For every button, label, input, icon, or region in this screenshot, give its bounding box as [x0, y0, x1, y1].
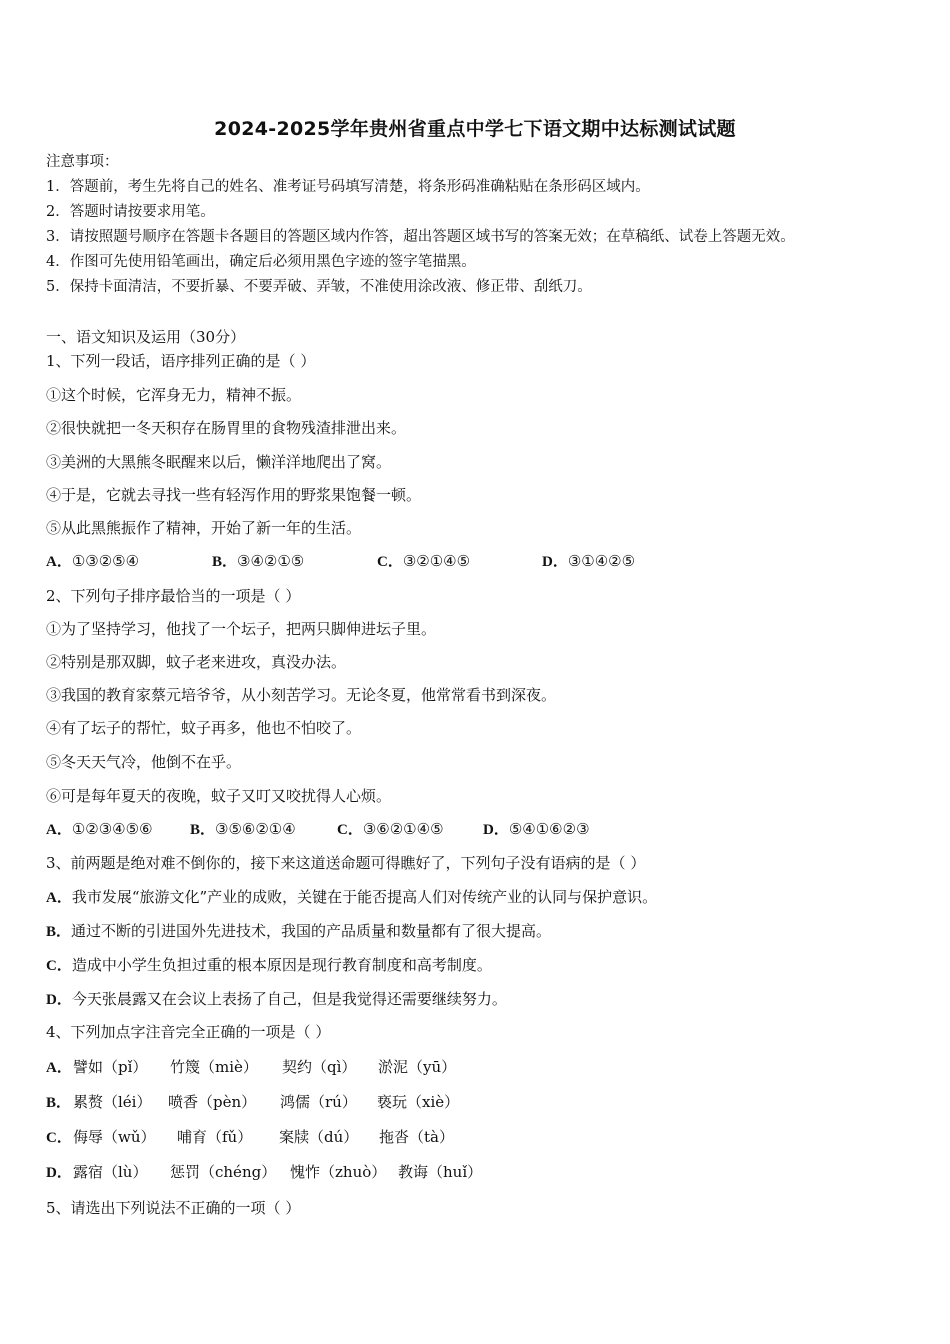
- option-text: ③⑤⑥②①④: [215, 820, 296, 838]
- notice-heading: 注意事项：: [46, 154, 119, 170]
- option-text: ③⑥②①④⑤: [362, 820, 444, 838]
- option-c[interactable]: [377, 551, 470, 572]
- question-line: ②特别是那双脚，蚊子老来进攻，真没办法。: [46, 653, 347, 671]
- option-letter: C．: [377, 554, 403, 570]
- notice-item: 3．请按照题号顺序在答题卡各题目的答题区域内作答，超出答题区域书写的答案无效；在草稿纸、试卷上答题无效。: [46, 229, 795, 245]
- option-d[interactable]: [483, 819, 590, 840]
- question-line: ①这个时候，它浑身无力，精神不振。: [46, 386, 302, 404]
- option-letter: C．: [46, 1130, 72, 1146]
- option-c[interactable]: [46, 1127, 72, 1148]
- option-b[interactable]: [212, 551, 304, 572]
- option-b[interactable]: [46, 921, 551, 942]
- question-line: ⑤从此黑熊振作了精神，开始了新一年的生活。: [46, 519, 362, 537]
- notice-item: 5．保持卡面清洁，不要折暴、不要弄破、弄皱，不准使用涂改液、修正带、刮纸刀。: [46, 279, 592, 295]
- option-text: ⑤④①⑥②③: [508, 820, 590, 838]
- option-letter: D．: [46, 1165, 72, 1181]
- option-b[interactable]: [190, 819, 296, 840]
- question-stem: 5、请选出下列说法不正确的一项（ ）: [46, 1199, 301, 1217]
- option-a[interactable]: [46, 551, 139, 572]
- option-text: ①②③④⑤⑥: [71, 820, 153, 838]
- pinyin-item: 侮辱（wǔ）: [73, 1128, 156, 1146]
- pinyin-item: 露宿（lù）: [73, 1163, 148, 1181]
- option-text: 今天张晨露又在会议上表扬了自己，但是我觉得还需要继续努力。: [71, 990, 507, 1008]
- pinyin-item: 譬如（pǐ）: [73, 1058, 148, 1076]
- pinyin-item: 契约（qì）: [282, 1058, 357, 1076]
- question-line: ②很快就把一冬天积存在肠胃里的食物残渣排泄出来。: [46, 419, 407, 437]
- pinyin-item: 惩罚（chéng）: [170, 1163, 277, 1181]
- option-letter: B．: [46, 1095, 72, 1111]
- option-letter: D．: [483, 822, 509, 838]
- question-line: ①为了坚持学习，他找了一个坛子，把两只脚伸进坛子里。: [46, 620, 437, 638]
- section-heading: 一、语文知识及运用（30分）: [46, 328, 246, 346]
- pinyin-item: 鸿儒（rú）: [280, 1093, 357, 1111]
- option-d[interactable]: [46, 989, 507, 1010]
- option-letter: A．: [46, 822, 72, 838]
- pinyin-item: 亵玩（xiè）: [377, 1093, 460, 1111]
- option-letter: A．: [46, 1060, 72, 1076]
- notice-item: 1．答题前，考生先将自己的姓名、准考证号码填写清楚，将条形码准确粘贴在条形码区域内。: [46, 179, 650, 195]
- option-letter: C．: [337, 822, 363, 838]
- option-letter: C．: [46, 958, 72, 974]
- option-text: 造成中小学生负担过重的根本原因是现行教育制度和高考制度。: [71, 956, 492, 974]
- option-letter: B．: [190, 822, 216, 838]
- question-stem: 3、前两题是绝对难不倒你的，接下来这道送命题可得瞧好了，下列句子没有语病的是（ ）: [46, 854, 646, 872]
- question-line: ⑥可是每年夏天的夜晚，蚊子又叮又咬扰得人心烦。: [46, 787, 392, 805]
- option-text: ③②①④⑤: [402, 552, 471, 570]
- option-letter: B．: [46, 924, 72, 940]
- option-letter: D．: [542, 554, 568, 570]
- pinyin-item: 拖沓（tà）: [379, 1128, 454, 1146]
- pinyin-item: 哺育（fǔ）: [177, 1128, 253, 1146]
- option-text: 通过不断的引进国外先进技术，我国的产品质量和数量都有了很大提高。: [71, 922, 552, 940]
- question-line: ④于是，它就去寻找一些有轻泻作用的野浆果饱餐一顿。: [46, 486, 422, 504]
- pinyin-item: 愧怍（zhuò）: [290, 1163, 387, 1181]
- option-d[interactable]: [46, 1162, 72, 1183]
- page-title: 2024-2025学年贵州省重点中学七下语文期中达标测试试题: [214, 118, 736, 140]
- question-line: ⑤冬天天气冷，他倒不在乎。: [46, 753, 242, 771]
- option-c[interactable]: [337, 819, 444, 840]
- question-stem: 1、下列一段话，语序排列正确的是（ ）: [46, 352, 316, 370]
- option-letter: D．: [46, 992, 72, 1008]
- question-line: ③我国的教育家蔡元培爷爷，从小刻苦学习。无论冬夏，他常常看书到深夜。: [46, 686, 557, 704]
- pinyin-item: 竹篾（miè）: [170, 1058, 258, 1076]
- notice-item: 4．作图可先使用铅笔画出，确定后必须用黑色字迹的签字笔描黑。: [46, 254, 476, 270]
- option-a[interactable]: [46, 887, 657, 908]
- pinyin-item: 淤泥（yū）: [378, 1058, 457, 1076]
- question-line: ③美洲的大黑熊冬眠醒来以后，懒洋洋地爬出了窝。: [46, 453, 392, 471]
- option-text: ③④②①⑤: [237, 552, 305, 570]
- option-letter: A．: [46, 554, 72, 570]
- notice-item: 2．答题时请按要求用笔。: [46, 204, 215, 220]
- option-letter: B．: [212, 554, 238, 570]
- question-line: ④有了坛子的帮忙，蚊子再多，他也不怕咬了。: [46, 719, 362, 737]
- pinyin-item: 累赘（léi）: [73, 1093, 152, 1111]
- option-letter: A．: [46, 890, 72, 906]
- option-a[interactable]: [46, 819, 153, 840]
- pinyin-item: 教诲（huǐ）: [398, 1163, 483, 1181]
- question-stem: 4、下列加点字注音完全正确的一项是（ ）: [46, 1023, 331, 1041]
- pinyin-item: 喷香（pèn）: [168, 1093, 257, 1111]
- option-d[interactable]: [542, 551, 635, 572]
- option-text: ③①④②⑤: [567, 552, 636, 570]
- pinyin-item: 案牍（dú）: [279, 1128, 359, 1146]
- option-c[interactable]: [46, 955, 492, 976]
- option-a[interactable]: [46, 1057, 72, 1078]
- option-text: ①③②⑤④: [71, 552, 140, 570]
- option-b[interactable]: [46, 1092, 71, 1113]
- option-text: 我市发展“旅游文化”产业的成败，关键在于能否提高人们对传统产业的认同与保护意识。: [71, 888, 658, 906]
- question-stem: 2、下列句子排序最恰当的一项是（ ）: [46, 587, 301, 605]
